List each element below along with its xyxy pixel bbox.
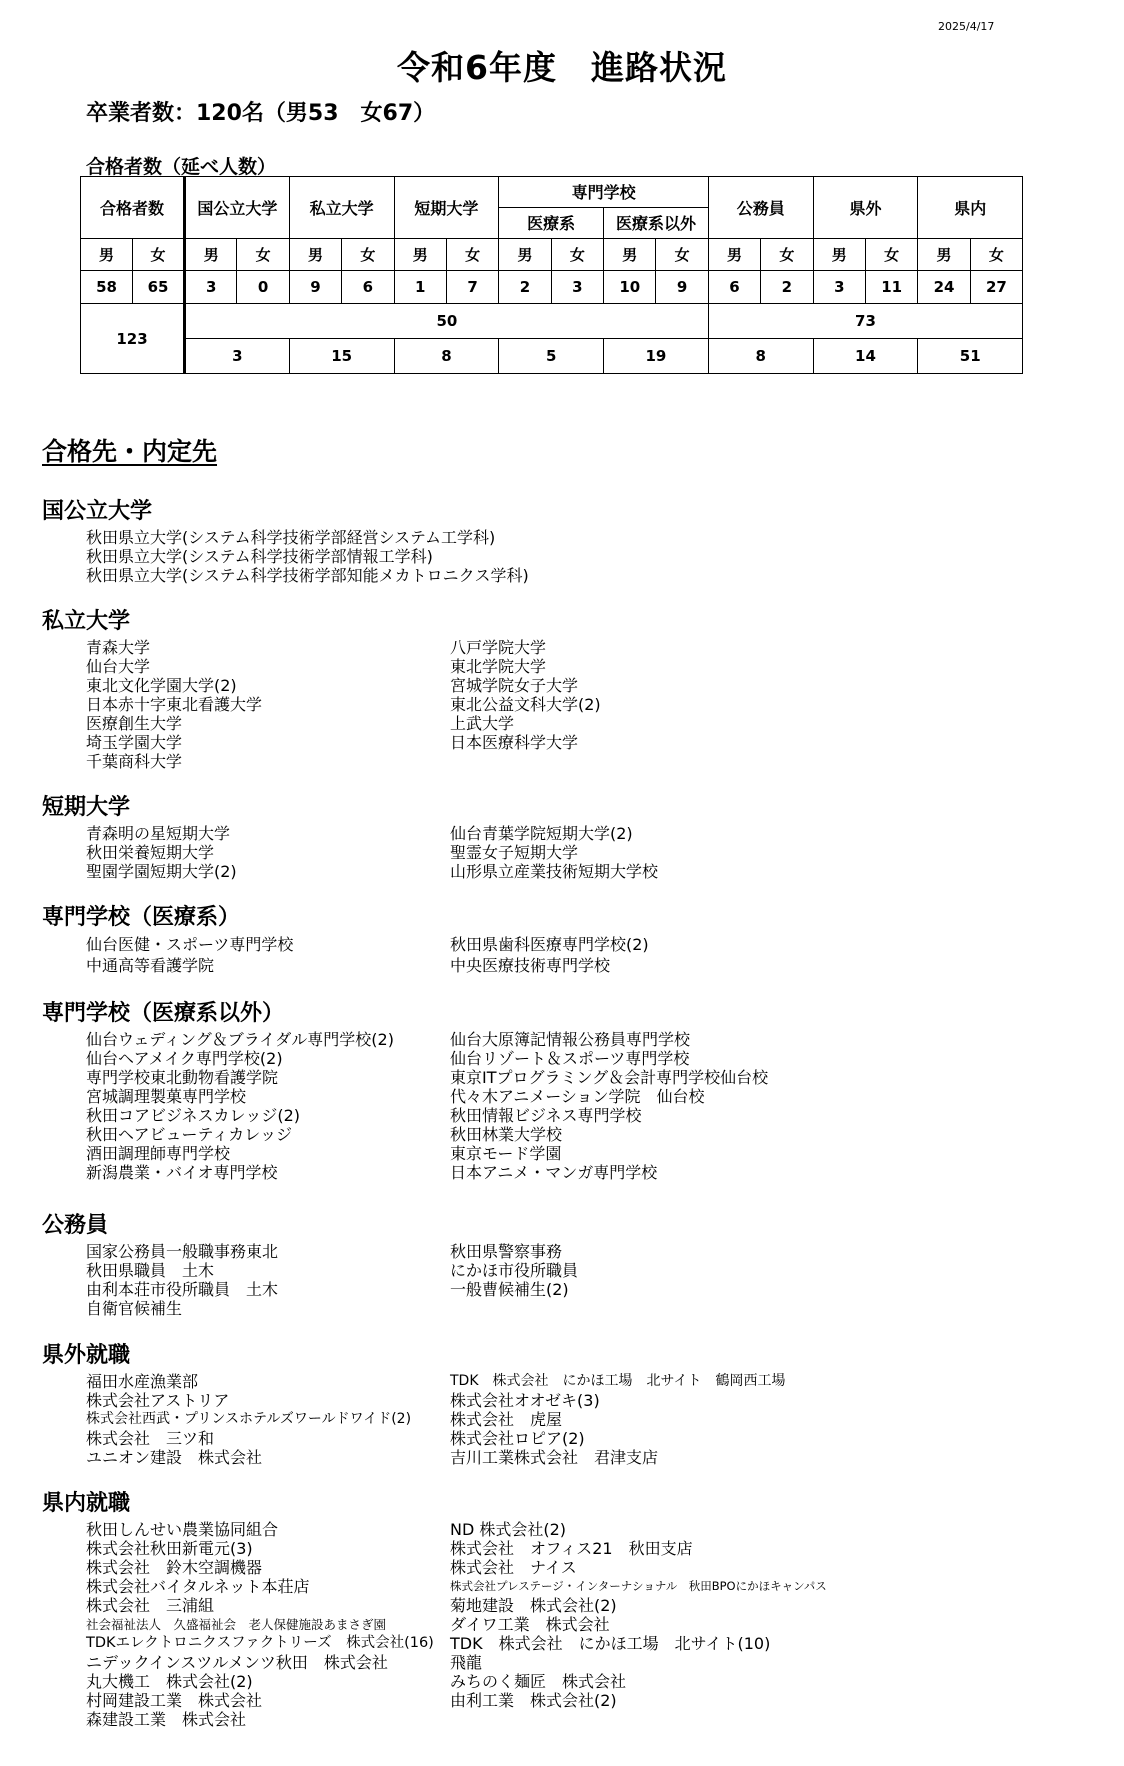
list-item: 菊地建設 株式会社(2): [450, 1596, 617, 1615]
gender-cell: 女: [865, 238, 917, 271]
count-cell: 1: [394, 271, 446, 304]
list-item: ニデックインスツルメンツ秋田 株式会社: [86, 1653, 388, 1672]
count-cell: 10: [604, 271, 656, 304]
header-civil: 公務員: [708, 177, 813, 239]
header-total: 合格者数: [81, 177, 185, 239]
civil-list-right: [450, 1242, 1010, 1299]
counts-row: [81, 271, 1023, 304]
list-item: 森建設工業 株式会社: [86, 1710, 247, 1729]
subtotal-cell: 15: [289, 339, 394, 374]
category-title-inside: 県内就職: [42, 1491, 131, 1516]
list-item: 日本医療科学大学: [450, 733, 579, 752]
private-list-right: [450, 638, 1010, 752]
count-cell: 27: [970, 271, 1022, 304]
civil-list-left: [86, 1242, 444, 1318]
national-list: [86, 528, 529, 585]
category-title-medical: 専門学校（医療系）: [42, 905, 241, 930]
list-item: 秋田県立大学(システム科学技術学部知能メカトロニクス学科): [86, 566, 529, 585]
list-item: 吉川工業株式会社 君津支店: [450, 1448, 659, 1467]
advance-total: 50: [185, 304, 709, 339]
list-item: 日本アニメ・マンガ専門学校: [450, 1163, 658, 1182]
list-item: 東北学院大学: [450, 657, 547, 676]
header-private: 私立大学: [289, 177, 394, 239]
list-item: 埼玉学園大学: [86, 733, 183, 752]
nonmedical-list-left: [86, 1030, 444, 1182]
subtotal-cell: 8: [394, 339, 499, 374]
gender-cell: 男: [708, 238, 760, 271]
category-title-junior: 短期大学: [42, 795, 131, 820]
gender-cell: 女: [446, 238, 498, 271]
list-item: 八戸学院大学: [450, 638, 547, 657]
list-item: 仙台大学: [86, 657, 151, 676]
gender-cell: 男: [499, 238, 551, 271]
list-item: 医療創生大学: [86, 714, 183, 733]
list-item: 社会福祉法人 久盛福祉会 老人保健施設あまさぎ園: [86, 1617, 387, 1632]
junior-list-left: [86, 824, 444, 881]
list-item: 聖園学園短期大学(2): [86, 862, 237, 881]
list-item: ユニオン建設 株式会社: [86, 1448, 263, 1467]
list-item: 秋田しんせい農業協同組合: [86, 1520, 279, 1539]
grand-total: 123: [81, 304, 185, 374]
header-vocational: 専門学校: [499, 177, 709, 208]
header-national: 国公立大学: [185, 177, 290, 239]
list-item: 由利本荘市役所職員 土木: [86, 1280, 279, 1299]
gender-cell: 女: [237, 238, 289, 271]
count-cell: 6: [708, 271, 760, 304]
list-item: 村岡建設工業 株式会社: [86, 1691, 263, 1710]
list-item: TDK 株式会社 にかほ工場 北サイト 鶴岡西工場: [450, 1373, 786, 1389]
list-item: 株式会社バイタルネット本荘店: [86, 1577, 310, 1596]
category-title-outside: 県外就職: [42, 1343, 131, 1368]
list-item: 株式会社西武・プリンスホテルズワールドワイド(2): [86, 1411, 412, 1427]
header-inside: 県内: [918, 177, 1023, 239]
list-item: 秋田林業大学校: [450, 1125, 563, 1144]
count-cell: 0: [237, 271, 289, 304]
gender-cell: 女: [970, 238, 1022, 271]
category-title-civil: 公務員: [42, 1213, 109, 1238]
list-item: 株式会社秋田新電元(3): [86, 1539, 253, 1558]
list-item: 中央医療技術専門学校: [450, 956, 611, 975]
list-item: 株式会社ロピア(2): [450, 1429, 585, 1448]
list-item: TDKエレクトロニクスファクトリーズ 株式会社(16): [86, 1635, 434, 1651]
list-item: 日本赤十字東北看護大学: [86, 695, 263, 714]
list-item: 宮城調理製菓専門学校: [86, 1087, 247, 1106]
subtotal-cell: 14: [813, 339, 918, 374]
junior-list-right: [450, 824, 1010, 881]
inside-list-left: [86, 1520, 444, 1729]
gender-cell: 男: [394, 238, 446, 271]
list-item: 秋田県立大学(システム科学技術学部経営システム工学科): [86, 528, 496, 547]
employ-total: 73: [708, 304, 1022, 339]
list-item: 秋田県職員 土木: [86, 1261, 215, 1280]
list-item: ND 株式会社(2): [450, 1520, 567, 1539]
list-item: 株式会社 鈴木空調機器: [86, 1558, 263, 1577]
list-item: ダイワ工業 株式会社: [450, 1615, 610, 1634]
gender-cell: 男: [918, 238, 970, 271]
list-item: 仙台大原簿記情報公務員専門学校: [450, 1030, 691, 1049]
count-cell: 3: [551, 271, 603, 304]
list-item: 秋田県歯科医療専門学校(2): [450, 935, 649, 954]
subtotal-cell: 3: [185, 339, 290, 374]
category-title-nonmedical: 専門学校（医療系以外）: [42, 1001, 285, 1026]
report-date: 2025/4/17: [938, 20, 995, 33]
count-cell: 9: [289, 271, 341, 304]
header-junior: 短期大学: [394, 177, 499, 239]
list-item: TDK 株式会社 にかほ工場 北サイト(10): [450, 1634, 771, 1653]
subtotal-cell: 19: [604, 339, 709, 374]
list-item: 株式会社アストリア: [86, 1391, 230, 1410]
outside-list-right: [450, 1372, 1010, 1467]
list-item: 株式会社オオゼキ(3): [450, 1391, 600, 1410]
list-item: 東京ITプログラミング＆会計専門学校仙台校: [450, 1068, 769, 1087]
list-item: 仙台ウェディング＆ブライダル専門学校(2): [86, 1030, 394, 1049]
gender-cell: 男: [604, 238, 656, 271]
inside-list-right: [450, 1520, 1010, 1710]
list-item: 秋田県立大学(システム科学技術学部情報工学科): [86, 547, 433, 566]
list-item: 秋田栄養短期大学: [86, 843, 215, 862]
gender-cell: 女: [133, 238, 185, 271]
list-item: 株式会社 ナイス: [450, 1558, 577, 1577]
header-medical: 医療系: [499, 207, 604, 238]
list-item: 株式会社 オフィス21 秋田支店: [450, 1539, 693, 1558]
list-item: 宮城学院女子大学: [450, 676, 579, 695]
list-item: 東京モード学園: [450, 1144, 562, 1163]
medical-list-right: [450, 934, 1010, 976]
page-title: 令和6年度 進路状況: [397, 48, 727, 87]
medical-list-left: [86, 934, 444, 976]
count-cell: 11: [865, 271, 917, 304]
list-item: 株式会社 三ツ和: [86, 1429, 215, 1448]
list-item: 中通高等看護学院: [86, 956, 215, 975]
list-item: 株式会社 三浦組: [86, 1596, 215, 1615]
subtotals-row: [81, 339, 1023, 374]
list-item: 青森大学: [86, 638, 151, 657]
header-nonmedical: 医療系以外: [604, 207, 709, 238]
list-item: 飛龍: [450, 1653, 483, 1672]
gender-cell: 女: [656, 238, 708, 271]
list-item: 由利工業 株式会社(2): [450, 1691, 617, 1710]
nonmedical-list-right: [450, 1030, 1010, 1182]
section-heading: 合格先・内定先: [42, 437, 218, 466]
list-item: 仙台青葉学院短期大学(2): [450, 824, 633, 843]
list-item: 千葉商科大学: [86, 752, 183, 771]
pass-count-label: 合格者数（延べ人数）: [86, 156, 277, 178]
count-cell: 2: [761, 271, 813, 304]
gender-cell: 女: [342, 238, 394, 271]
list-item: 株式会社 虎屋: [450, 1410, 563, 1429]
list-item: 仙台ヘアメイク専門学校(2): [86, 1049, 283, 1068]
outside-list-left: [86, 1372, 444, 1467]
stats-table: [80, 176, 1023, 374]
gender-cell: 男: [185, 238, 237, 271]
gender-cell: 男: [289, 238, 341, 271]
list-item: 仙台リゾート＆スポーツ専門学校: [450, 1049, 690, 1068]
list-item: 自衛官候補生: [86, 1299, 183, 1318]
subtotal-cell: 8: [708, 339, 813, 374]
list-item: 福田水産漁業部: [86, 1372, 199, 1391]
list-item: 秋田情報ビジネス専門学校: [450, 1106, 642, 1125]
subtotal-cell: 51: [918, 339, 1023, 374]
count-cell: 3: [185, 271, 237, 304]
list-item: 秋田コアビジネスカレッジ(2): [86, 1106, 301, 1125]
count-cell: 58: [81, 271, 133, 304]
list-item: 代々木アニメーション学院 仙台校: [450, 1087, 705, 1106]
private-list-left: [86, 638, 444, 771]
list-item: 株式会社プレステージ・インターナショナル 秋田BPOにかほキャンパス: [450, 1579, 827, 1593]
list-item: にかほ市役所職員: [450, 1261, 579, 1280]
count-cell: 24: [918, 271, 970, 304]
graduates-summary: 卒業者数：120名（男53 女67）: [86, 101, 436, 126]
header-outside: 県外: [813, 177, 918, 239]
list-item: 東北文化学園大学(2): [86, 676, 237, 695]
list-item: 山形県立産業技術短期大学校: [450, 862, 659, 881]
list-item: 秋田ヘアビューティカレッジ: [86, 1125, 293, 1144]
gender-cell: 男: [813, 238, 865, 271]
count-cell: 2: [499, 271, 551, 304]
list-item: 青森明の星短期大学: [86, 824, 231, 843]
list-item: 酒田調理師専門学校: [86, 1144, 231, 1163]
gender-cell: 女: [761, 238, 813, 271]
category-title-national: 国公立大学: [42, 499, 153, 524]
list-item: みちのく麺匠 株式会社: [450, 1672, 627, 1691]
list-item: 上武大学: [450, 714, 515, 733]
list-item: 聖霊女子短期大学: [450, 843, 579, 862]
list-item: 国家公務員一般職事務東北: [86, 1242, 279, 1261]
list-item: 専門学校東北動物看護学院: [86, 1068, 279, 1087]
gender-cell: 男: [81, 238, 133, 271]
list-item: 新潟農業・バイオ専門学校: [86, 1163, 278, 1182]
count-cell: 6: [342, 271, 394, 304]
count-cell: 3: [813, 271, 865, 304]
gender-cell: 女: [551, 238, 603, 271]
list-item: 仙台医健・スポーツ専門学校: [86, 935, 294, 954]
count-cell: 65: [133, 271, 185, 304]
list-item: 秋田県警察事務: [450, 1242, 563, 1261]
subtotal-cell: 5: [499, 339, 604, 374]
category-title-private: 私立大学: [42, 609, 131, 634]
count-cell: 7: [446, 271, 498, 304]
count-cell: 9: [656, 271, 708, 304]
list-item: 丸大機工 株式会社(2): [86, 1672, 253, 1691]
gender-row: [81, 238, 1023, 271]
list-item: 一般曹候補生(2): [450, 1280, 569, 1299]
list-item: 東北公益文科大学(2): [450, 695, 601, 714]
